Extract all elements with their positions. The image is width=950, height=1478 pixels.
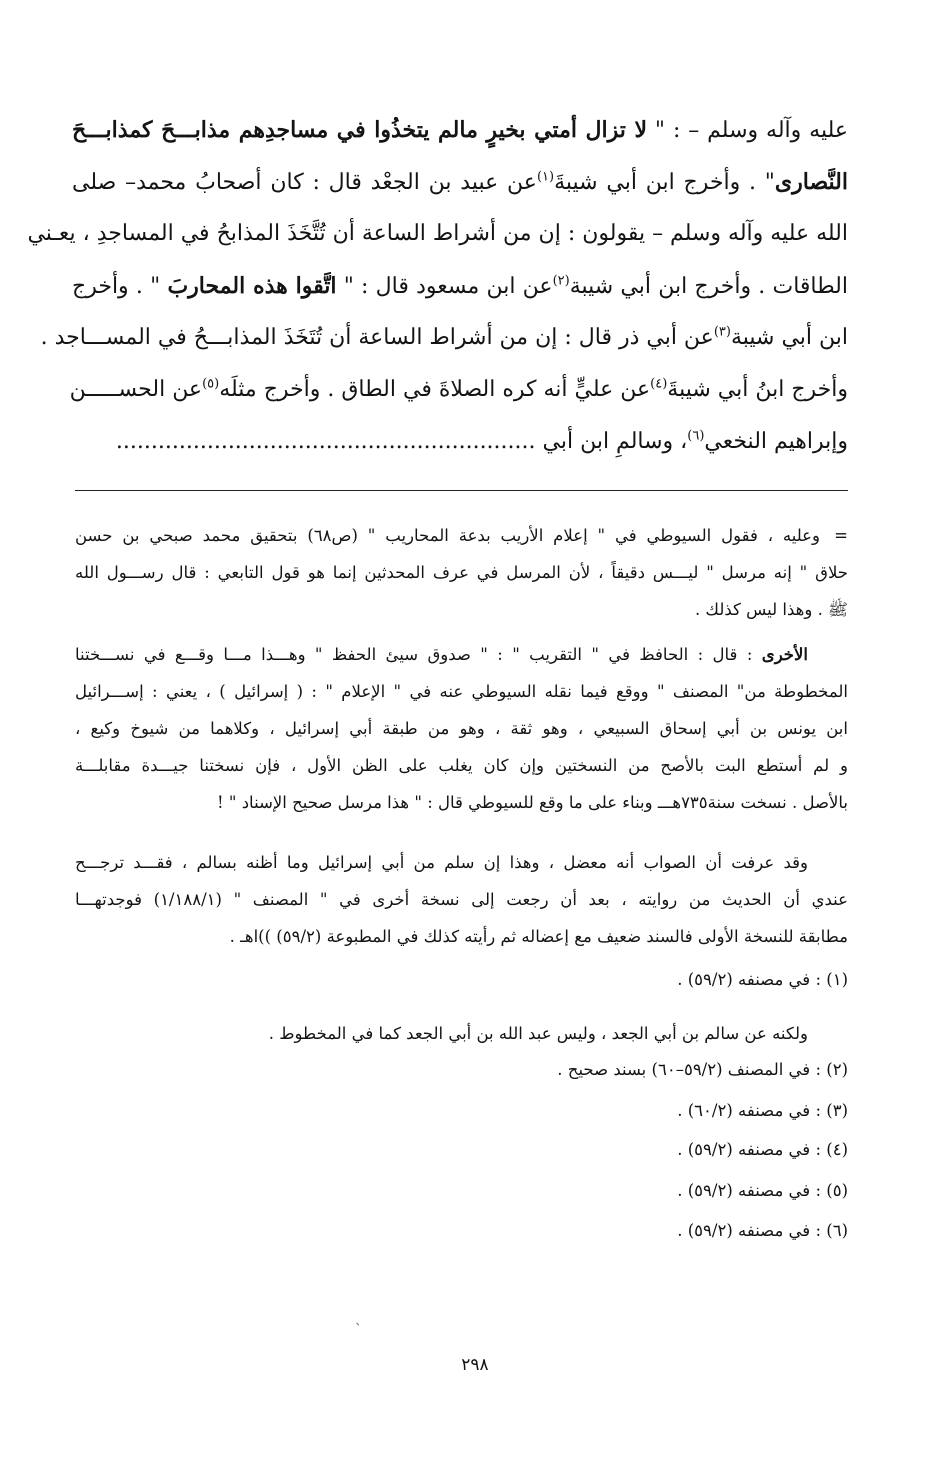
- footnote-5: (٥) : في مصنفه (٥٩/٢) .: [677, 1181, 848, 1200]
- main-line-5: ابن أبي شيبة$^{(٣)}$عن أبي ذر قال : إن من أشراط الساعة أن تُتَخَذَ المذابـــحُ في المســـاجد .: [40, 324, 848, 350]
- main-line-1: عليه وآله وسلم – : " لا تزال أمتي بخيرٍ مالم يتخذُوا في مساجدِهم مذابـــحَ كمذابـــحَ: [72, 117, 849, 143]
- footnote-continued-line-2: حلاق " إنه مرسل " ليـــس دقيقاً ، لأن المرسل في عرف المحدثين إنما هو قول التابعي : قال رســـول الله: [75, 563, 848, 582]
- footnote-continued-line-3: ﷺ . وهذا ليس كذلك .: [694, 600, 848, 619]
- footnote-ref-1[interactable]: (١): [536, 169, 555, 185]
- footnote-line-6: ابن يونس بن أبي إسحاق السبيعي ، وهو ثقة ، وهو من طبقة أبي إسرائيل ، وكلاهما من شيوخ وكيع ،: [75, 719, 848, 738]
- athar-quote: اتَّقوا هذه المحاربَ: [167, 273, 337, 299]
- footnote-line-5: المخطوطة من" المصنف " ووقع فيما نقله السيوطي عنه في " الإعلام " : ( إسرائيل ) ، يعني : إســـرائيل: [75, 682, 848, 701]
- footnote-line-11: مطابقة للنسخة الأولى فالسند ضعيف مع إعضاله ثم رأيته كذلك في المطبوعة (٥٩/٢) ))اهـ .: [229, 927, 848, 946]
- footnote-ref-2[interactable]: (٢): [552, 273, 570, 289]
- footnote-2: (٢) : في المصنف (٥٩/٢–٦٠) بسند صحيح .: [557, 1060, 848, 1079]
- footnote-line-9: وقد عرفت أن الصواب أنه معضل ، وهذا إن سلم من أبي إسرائيل وما أظنه بسالم ، فقـــد ترجـــح: [75, 853, 808, 872]
- footnote-1-note: ولكنه عن سالم بن أبي الجعد ، وليس عبد الله بن أبي الجعد كما في المخطوط .: [268, 1024, 808, 1043]
- stray-mark: `: [355, 1322, 362, 1338]
- footnote-line-7: و لم أستطع البت بالأصح من النسختين وإن كان يغلب على الظن الأول ، فإن نسختنا جيـــدة مقابلـــة: [75, 756, 848, 775]
- footnote-continued-line-1: =وعليه ، فقول السيوطي في " إعلام الأريب بدعة المحاريب " (ص٦٨) بتحقيق محمد صبحي بن حسن: [75, 519, 848, 552]
- main-line-7: وإبراهيم النخعي$^{(٦)}$، وسالمِ ابن أبي ............................................................: [115, 428, 848, 454]
- footnote-line-4: الأخرى : قال : الحافظ في " التقريب " : " صدوق سيئ الحفظ " وهـــذا مـــا وقـــع في نســـختنا: [75, 645, 808, 664]
- main-line-4: الطاقات . وأخرج ابن أبي شيبة$^{(٢)}$عن ابن مسعود قال : " اتَّقوا هذه المحاربَ " . وأخرج: [72, 273, 848, 299]
- footnote-ref-5[interactable]: (٥): [202, 376, 220, 392]
- footnote-4: (٤) : في مصنفه (٥٩/٢) .: [677, 1140, 848, 1159]
- footnote-line-10: عندي أن الحديث من روايته ، بعد أن رجعت إلى نسخة أخرى في " المصنف " (١/١٨٨/١) فوجدتهـــا: [75, 890, 848, 909]
- continuation-dots: ............................................................: [115, 429, 536, 454]
- footnote-6: (٦) : في مصنفه (٥٩/٢) .: [677, 1221, 848, 1240]
- main-line-6: وأخرج ابنُ أبي شيبةَ$^{(٤)}$عن عليٍّ أنه كره الصلاةَ في الطاق . وأخرج مثلَه$^{(٥)}$عن الحســـــن: [69, 376, 848, 402]
- page-number: ٢٩٨: [461, 1355, 489, 1375]
- main-line-3: الله عليه وآله وسلم – يقولون : إن من أشراط الساعة أن تُتَّخَذَ المذابحُ في المساجدِ ، يعـني: [27, 221, 848, 246]
- continuation-mark: =: [834, 526, 848, 545]
- footnote-ref-6[interactable]: (٦): [687, 428, 705, 444]
- footnote-1: (١) : في مصنفه (٥٩/٢) .: [677, 970, 848, 989]
- footnote-3: (٣) : في مصنفه (٦٠/٢) .: [677, 1101, 848, 1120]
- footnote-ref-3[interactable]: (٣): [713, 324, 731, 340]
- main-line-2: النَّصارى" . وأخرج ابن أبي شيبةَ$^{(١)}$عن عبيد بن الجعْد قال : كان أصحابُ محمد– صلى: [72, 169, 848, 195]
- keyword-other: الأخرى: [761, 645, 808, 664]
- hadith-quote: لا تزال أمتي بخيرٍ مالم يتخذُوا في مساجدِهم مذابـــحَ كمذابـــحَ: [72, 117, 648, 143]
- footnote-separator: [75, 490, 848, 491]
- footnote-line-8: بالأصل . نسخت سنة٧٣٥هـــ وبناء على ما وقع للسيوطي قال : " هذا مرسل صحيح الإسناد " !: [217, 793, 848, 812]
- footnote-ref-4[interactable]: (٤): [650, 376, 668, 392]
